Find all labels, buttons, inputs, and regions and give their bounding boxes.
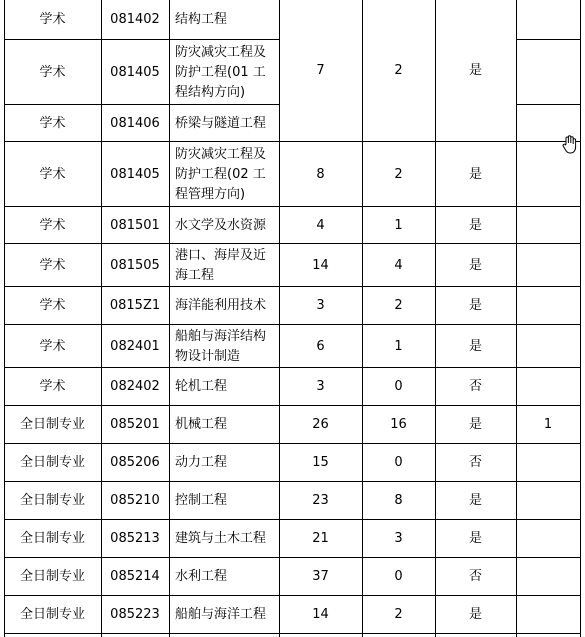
cell-major-name: 控制工程 [175,493,228,508]
cell-degree-type: 学术 [39,257,66,273]
cell-count-b: 16 [390,417,407,432]
cell-degree-type: 学术 [39,115,66,131]
cell-extra [516,596,580,634]
cell-extra: 1 [543,417,553,432]
cell-count-b: 0 [394,569,403,584]
cell-degree-type: 全日制专业 [19,493,85,508]
cell-major-name: 桥梁与隧道工程 [175,115,267,131]
cell-major-code: 081405 [110,166,160,182]
cell-count-a: 26 [312,417,329,432]
cell-count-a: 15 [312,455,329,470]
cell-degree-type: 学术 [39,64,66,80]
cell-major-name: 船舶与海洋工程 [175,607,267,622]
cell-degree-type: 全日制专业 [19,569,85,584]
cell-major-code: 081505 [110,257,160,273]
cell-degree-type: 全日制专业 [19,607,85,622]
cell-yes-no: 否 [468,379,482,394]
cell-yes-no: 是 [468,166,482,182]
cell-yes-no: 是 [468,493,482,508]
cell-count-a: 3 [316,379,325,394]
cell-major-code: 085206 [110,455,160,470]
cell-major-name: 轮机工程 [175,379,228,394]
cell-count-a: 7 [316,63,325,78]
cell-count-b: 3 [394,531,403,546]
cell-count-a: 4 [316,217,325,233]
cell-major-name: 海洋能利用技术 [175,298,267,313]
cell-count-a: 37 [312,569,329,584]
cell-count-a: 23 [312,493,329,508]
cell-count-b: 8 [394,493,403,508]
cell-major-code: 085213 [110,531,160,546]
cell-yes-no: 是 [468,417,482,432]
cell-major-code: 085210 [110,493,160,508]
cell-yes-no: 是 [468,63,482,78]
cell-count-b: 2 [394,298,403,313]
cell-count-a: 6 [316,338,325,354]
cell-major-name: 动力工程 [175,455,228,470]
cell-major-name: 水利工程 [175,569,228,584]
cell-extra [516,368,580,406]
cell-degree-type: 学术 [39,298,66,313]
cell-count-b: 1 [394,338,403,354]
cell-yes-no: 是 [468,217,482,233]
cell-count-b: 0 [394,379,403,394]
cell-major-name: 水文学及水资源 [175,217,267,233]
cell-major-code: 085223 [110,607,160,622]
cell-major-code: 081501 [110,217,160,233]
cell-yes-no: 是 [468,298,482,313]
cell-extra [516,244,580,287]
cell-degree-type: 学术 [39,12,66,27]
cell-count-b: 2 [394,166,403,182]
cell-major-code: 081405 [110,64,160,80]
cell-extra [516,444,580,482]
cell-degree-type: 全日制专业 [19,417,85,432]
cell-degree-type: 全日制专业 [19,455,85,470]
cell-count-b: 1 [394,217,403,233]
cell-major-code: 082402 [110,379,160,394]
cell-major-code: 0815Z1 [109,298,161,313]
cell-major-code: 081406 [110,115,160,131]
cell-major-name: 机械工程 [175,417,228,432]
cell-yes-no: 是 [468,338,482,354]
cell-degree-type: 学术 [39,217,66,233]
cell-count-a: 8 [316,166,325,182]
cell-major-code: 082401 [110,338,160,354]
cell-yes-no: 否 [468,569,482,584]
cell-extra [516,207,580,244]
cell-yes-no: 是 [468,531,482,546]
cell-extra [516,558,580,596]
cell-major-name: 船舶与海洋结构 物设计制造 [175,328,267,364]
cell-extra [516,482,580,520]
cell-degree-type: 学术 [39,338,66,354]
cell-major-name: 防灾减灾工程及 防护工程(02 工 程管理方向) [175,146,267,202]
cell-extra [516,520,580,558]
hand-cursor-icon [561,135,579,155]
cell-count-b: 0 [394,455,403,470]
cell-major-name: 结构工程 [175,12,228,27]
cell-major-name: 防灾减灾工程及 防护工程(01 工 程结构方向) [175,44,267,100]
cell-count-a: 14 [312,257,329,273]
cell-major-code: 085214 [110,569,160,584]
cell-count-a: 3 [316,298,325,313]
cell-yes-no: 是 [468,607,482,622]
cell-major-code: 081402 [110,12,160,27]
cell-degree-type: 学术 [39,379,66,394]
cell-major-name: 港口、海岸及近 海工程 [175,247,267,283]
cell-yes-no: 否 [468,455,482,470]
cell-extra [516,287,580,325]
cell-major-code: 085201 [110,417,160,432]
cell-count-a: 21 [312,531,329,546]
cell-degree-type: 学术 [39,166,66,182]
cell-extra [516,325,580,368]
cell-count-a: 14 [312,607,329,622]
cell-count-b: 2 [394,63,403,78]
cell-degree-type: 全日制专业 [19,531,85,546]
cell-count-b: 4 [394,257,403,273]
cell-yes-no: 是 [468,257,482,273]
cell-count-b: 2 [394,607,403,622]
cell-major-name: 建筑与土木工程 [175,531,267,546]
